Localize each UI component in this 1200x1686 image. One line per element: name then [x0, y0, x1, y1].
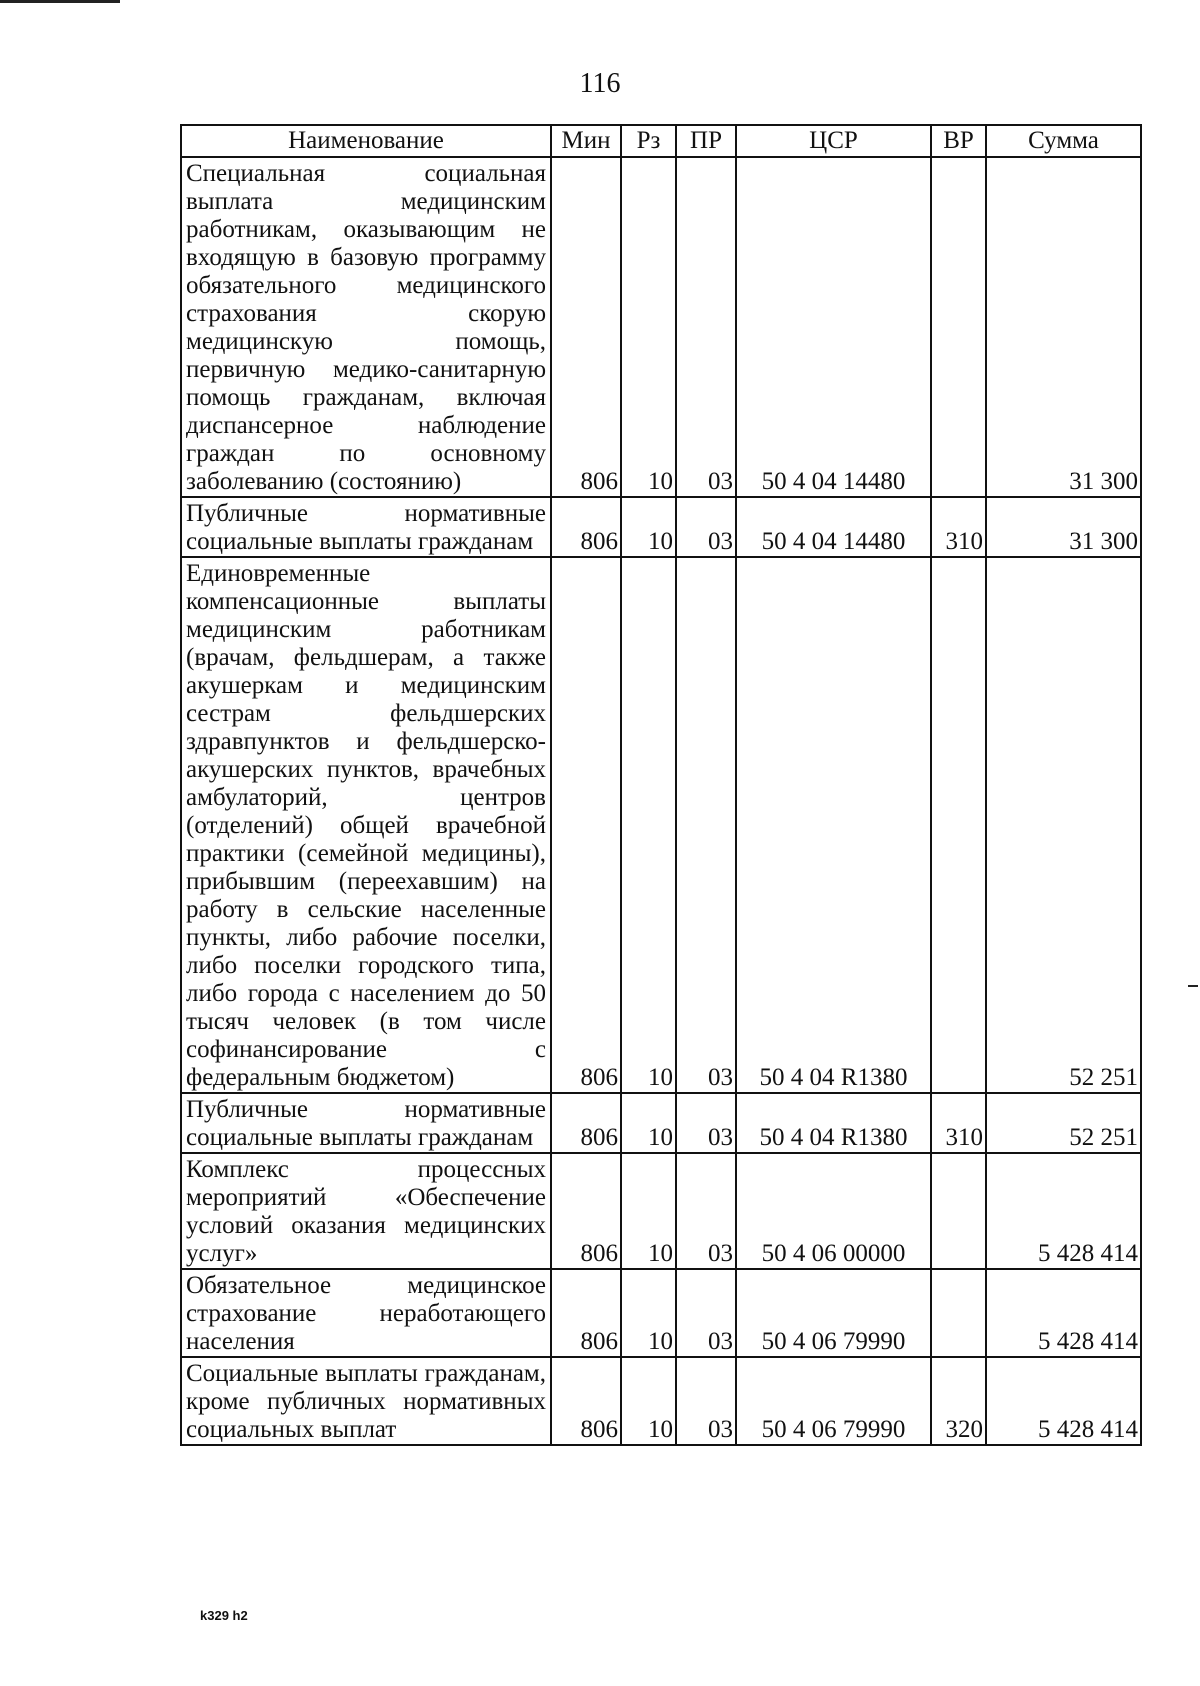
row-csr: 50 4 04 14480 — [736, 497, 931, 557]
row-pr: 03 — [676, 497, 736, 557]
header-csr: ЦСР — [736, 125, 931, 157]
row-csr: 50 4 04 R1380 — [736, 1093, 931, 1153]
row-min: 806 — [551, 1357, 621, 1445]
row-name: Публичные нормативные социальные выплаты гражданам — [181, 1093, 551, 1153]
row-min: 806 — [551, 1269, 621, 1357]
row-rz: 10 — [621, 497, 676, 557]
row-name: Социальные выплаты гражданам, кроме публичных нормативных социальных выплат — [181, 1357, 551, 1445]
row-pr: 03 — [676, 1357, 736, 1445]
row-vr — [931, 1153, 986, 1269]
row-min: 806 — [551, 157, 621, 497]
scan-edge-mark — [0, 0, 120, 3]
row-min: 806 — [551, 1093, 621, 1153]
table-row — [181, 497, 1141, 557]
header-min: Мин — [551, 125, 621, 157]
row-sum: 5 428 414 — [986, 1357, 1141, 1445]
page-number: 116 — [579, 68, 621, 99]
table-row — [181, 1093, 1141, 1153]
row-csr: 50 4 06 79990 — [736, 1357, 931, 1445]
row-vr — [931, 1269, 986, 1357]
header-vr: ВР — [931, 125, 986, 157]
row-name: Специальная социальная выплата медицинским работникам, оказывающим не входящую в базовую программу обязательного медицинского страхования скорую медицинскую помощь, первичную медико-санитарную помощь гражданам, включая диспансерное наблюдение граждан по основному заболеванию (состоянию) — [181, 157, 551, 497]
row-rz: 10 — [621, 1093, 676, 1153]
table-header-row — [181, 125, 1141, 157]
table-row — [181, 1357, 1141, 1445]
row-vr: 310 — [931, 497, 986, 557]
footer-code: k329 h2 — [200, 1608, 248, 1623]
row-pr: 03 — [676, 1153, 736, 1269]
row-pr: 03 — [676, 557, 736, 1093]
row-pr: 03 — [676, 157, 736, 497]
row-csr: 50 4 04 R1380 — [736, 557, 931, 1093]
table-row — [181, 1269, 1141, 1357]
row-sum: 52 251 — [986, 1093, 1141, 1153]
row-min: 806 — [551, 557, 621, 1093]
table-row — [181, 557, 1141, 1093]
row-pr: 03 — [676, 1269, 736, 1357]
row-csr: 50 4 06 79990 — [736, 1269, 931, 1357]
header-name: Наименование — [181, 125, 551, 157]
table-row — [181, 1153, 1141, 1269]
row-name: Публичные нормативные социальные выплаты гражданам — [181, 497, 551, 557]
row-sum: 31 300 — [986, 497, 1141, 557]
row-sum: 31 300 — [986, 157, 1141, 497]
header-pr: ПР — [676, 125, 736, 157]
row-pr: 03 — [676, 1093, 736, 1153]
row-rz: 10 — [621, 157, 676, 497]
row-min: 806 — [551, 497, 621, 557]
row-vr: 320 — [931, 1357, 986, 1445]
budget-table — [180, 124, 1142, 1446]
row-rz: 10 — [621, 1357, 676, 1445]
header-sum: Сумма — [986, 125, 1141, 157]
scan-edge-mark — [1188, 985, 1198, 987]
row-name: Единовременные компенсационные выплаты медицинским работникам (врачам, фельдшерам, а также акушеркам и медицинским сестрам фельдшерских здравпунктов и фельдшерско-акушерских пунктов, врачебных амбулаторий, центров (отделений) общей врачебной практики (семейной медицины), прибывшим (переехавшим) на работу в сельские населенные пункты, либо рабочие поселки, либо поселки городского типа, либо города с населением до 50 тысяч человек (в том числе софинансирование с федеральным бюджетом) — [181, 557, 551, 1093]
row-vr — [931, 557, 986, 1093]
row-csr: 50 4 06 00000 — [736, 1153, 931, 1269]
row-vr: 310 — [931, 1093, 986, 1153]
table-row — [181, 157, 1141, 497]
row-vr — [931, 157, 986, 497]
row-sum: 5 428 414 — [986, 1153, 1141, 1269]
row-csr: 50 4 04 14480 — [736, 157, 931, 497]
row-min: 806 — [551, 1153, 621, 1269]
row-rz: 10 — [621, 1153, 676, 1269]
row-name: Обязательное медицинское страхование неработающего населения — [181, 1269, 551, 1357]
header-rz: Рз — [621, 125, 676, 157]
row-rz: 10 — [621, 557, 676, 1093]
row-rz: 10 — [621, 1269, 676, 1357]
row-sum: 52 251 — [986, 557, 1141, 1093]
row-name: Комплекс процессных мероприятий «Обеспечение условий оказания медицинских услуг» — [181, 1153, 551, 1269]
row-sum: 5 428 414 — [986, 1269, 1141, 1357]
